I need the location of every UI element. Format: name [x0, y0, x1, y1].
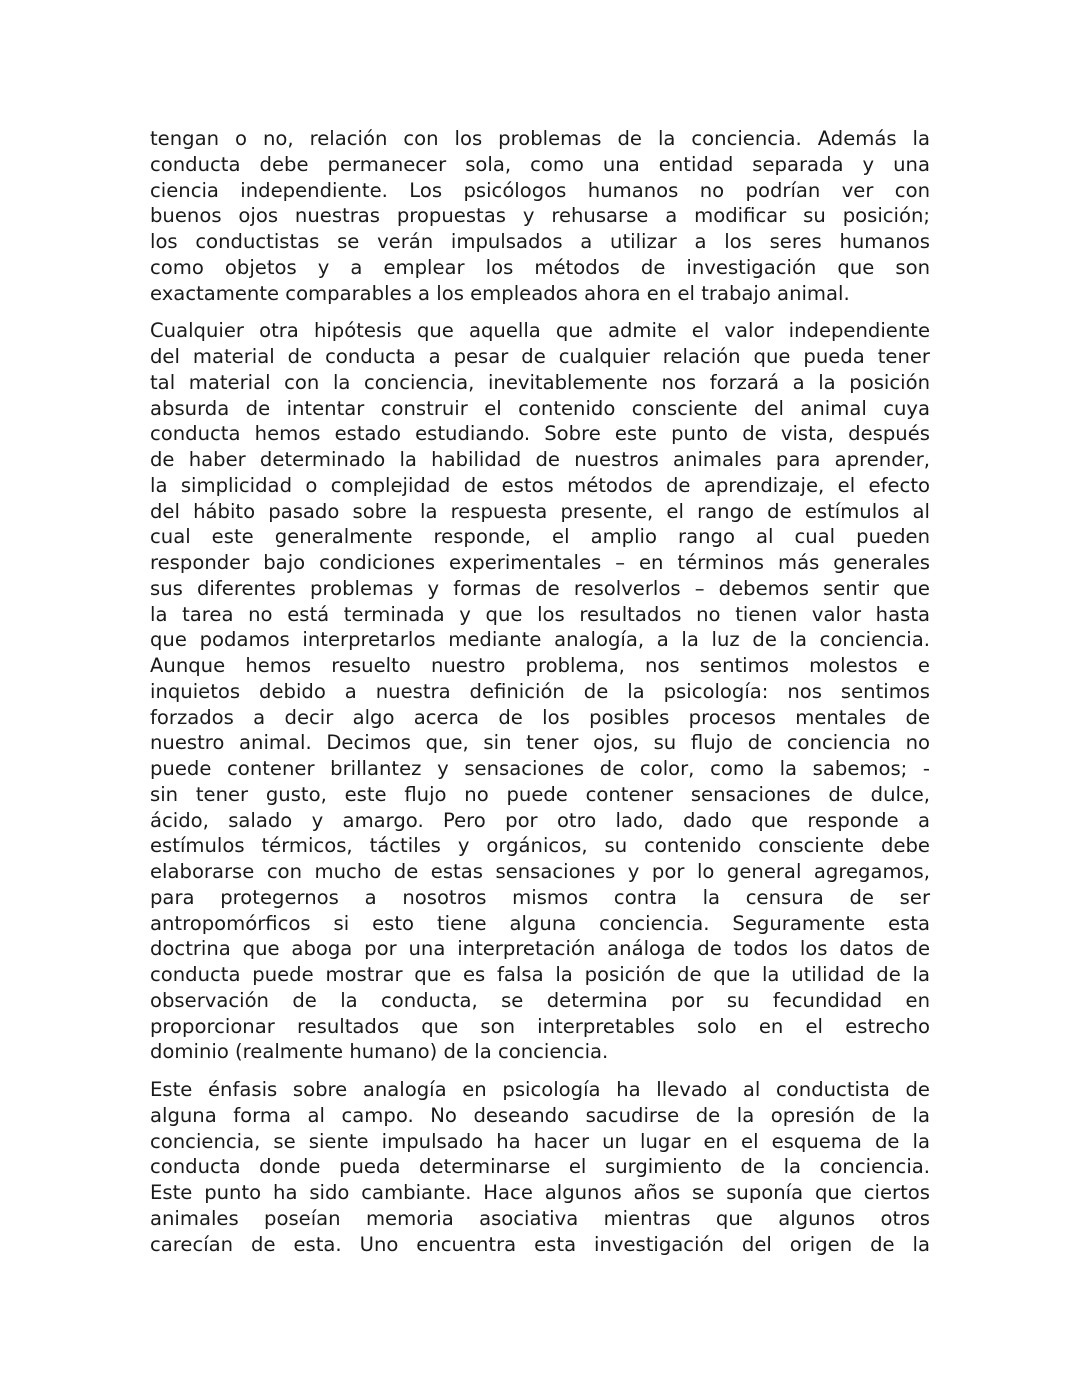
- text-line: alguna forma al campo. No deseando sacudirse de la opresión de la: [150, 1103, 930, 1127]
- text-line: ácido, salado y amargo. Pero por otro lado, dado que responde a: [150, 808, 930, 832]
- text-line: forzados a decir algo acerca de los posibles procesos mentales de: [150, 705, 930, 729]
- text-line: cual este generalmente responde, el amplio rango al cual pueden: [150, 525, 930, 549]
- text-line: antropomórficos si esto tiene alguna conciencia. Seguramente esta: [150, 911, 930, 935]
- text-line: Este énfasis sobre analogía en psicología ha llevado al conductista de: [150, 1078, 930, 1101]
- text-line: la tarea no está terminada y que los resultados no tienen valor hasta: [150, 602, 930, 626]
- text-line: conducta debe permanecer sola, como una entidad separada y una: [150, 152, 930, 176]
- paragraph: [150, 1077, 930, 1257]
- text-line: Cualquier otra hipótesis que aquella que admite el valor independiente: [150, 319, 930, 343]
- text-line: estímulos térmicos, táctiles y orgánicos, su contenido consciente debe: [150, 834, 930, 858]
- text-line: conciencia, se siente impulsado ha hacer un lugar en el esquema de la: [150, 1129, 930, 1153]
- text-line: inquietos debido a nuestra definición de la psicología: nos sentimos: [150, 679, 930, 703]
- text-line: conducta hemos estado estudiando. Sobre este punto de vista, después: [150, 422, 930, 446]
- text-line: la simplicidad o complejidad de estos métodos de aprendizaje, el efecto: [150, 473, 930, 497]
- text-line: doctrina que aboga por una interpretación análoga de todos los datos de: [150, 937, 930, 961]
- text-line: sin tener gusto, este flujo no puede contener sensaciones de dulce,: [150, 782, 930, 806]
- document-page: [150, 126, 930, 1269]
- text-line: Aunque hemos resuelto nuestro problema, nos sentimos molestos e: [150, 654, 930, 677]
- text-line: de haber determinado la habilidad de nuestros animales para aprender,: [150, 448, 930, 471]
- text-line: como objetos y a emplear los métodos de investigación que son: [150, 255, 930, 279]
- text-line: tal material con la conciencia, inevitablemente nos forzará a la posición: [150, 370, 930, 394]
- text-line: del material de conducta a pesar de cualquier relación que pueda tener: [150, 345, 930, 368]
- text-line: conducta puede mostrar que es falsa la posición de que la utilidad de la: [150, 963, 930, 986]
- text-line: tengan o no, relación con los problemas de la conciencia. Además la: [150, 127, 930, 150]
- text-line: puede contener brillantez y sensaciones de color, como la sabemos; -: [150, 757, 930, 780]
- text-line: Este punto ha sido cambiante. Hace algunos años se suponía que ciertos: [150, 1181, 930, 1204]
- text-line: elaborarse con mucho de estas sensaciones y por lo general agregamos,: [150, 860, 930, 883]
- text-line: para protegernos a nosotros mismos contra la censura de ser: [150, 885, 930, 909]
- paragraph: [150, 126, 930, 306]
- text-line: los conductistas se verán impulsados a utilizar a los seres humanos: [150, 230, 930, 253]
- text-line: proporcionar resultados que son interpretables solo en el estrecho: [150, 1014, 930, 1038]
- text-line: buenos ojos nuestras propuestas y rehusarse a modificar su posición;: [150, 204, 930, 228]
- text-line: del hábito pasado sobre la respuesta presente, el rango de estímulos al: [150, 499, 930, 523]
- text-line: animales poseían memoria asociativa mientras que algunos otros: [150, 1206, 930, 1230]
- text-line: absurda de intentar construir el contenido consciente del animal cuya: [150, 396, 930, 420]
- text-line: exactamente comparables a los empleados ahora en el trabajo animal.: [150, 281, 850, 305]
- text-line: observación de la conducta, se determina por su fecundidad en: [150, 988, 930, 1012]
- text-line: dominio (realmente humano) de la conciencia.: [150, 1040, 609, 1064]
- text-line: carecían de esta. Uno encuentra esta investigación del origen de la: [150, 1232, 930, 1256]
- paragraph: [150, 318, 930, 1065]
- text-line: ciencia independiente. Los psicólogos humanos no podrían ver con: [150, 178, 930, 202]
- text-line: sus diferentes problemas y formas de resolverlos – debemos sentir que: [150, 576, 930, 600]
- text-line: que podamos interpretarlos mediante analogía, a la luz de la conciencia.: [150, 628, 930, 652]
- text-line: nuestro animal. Decimos que, sin tener ojos, su flujo de conciencia no: [150, 731, 930, 755]
- text-line: conducta donde pueda determinarse el surgimiento de la conciencia.: [150, 1155, 930, 1179]
- text-line: responder bajo condiciones experimentales – en términos más generales: [150, 551, 930, 574]
